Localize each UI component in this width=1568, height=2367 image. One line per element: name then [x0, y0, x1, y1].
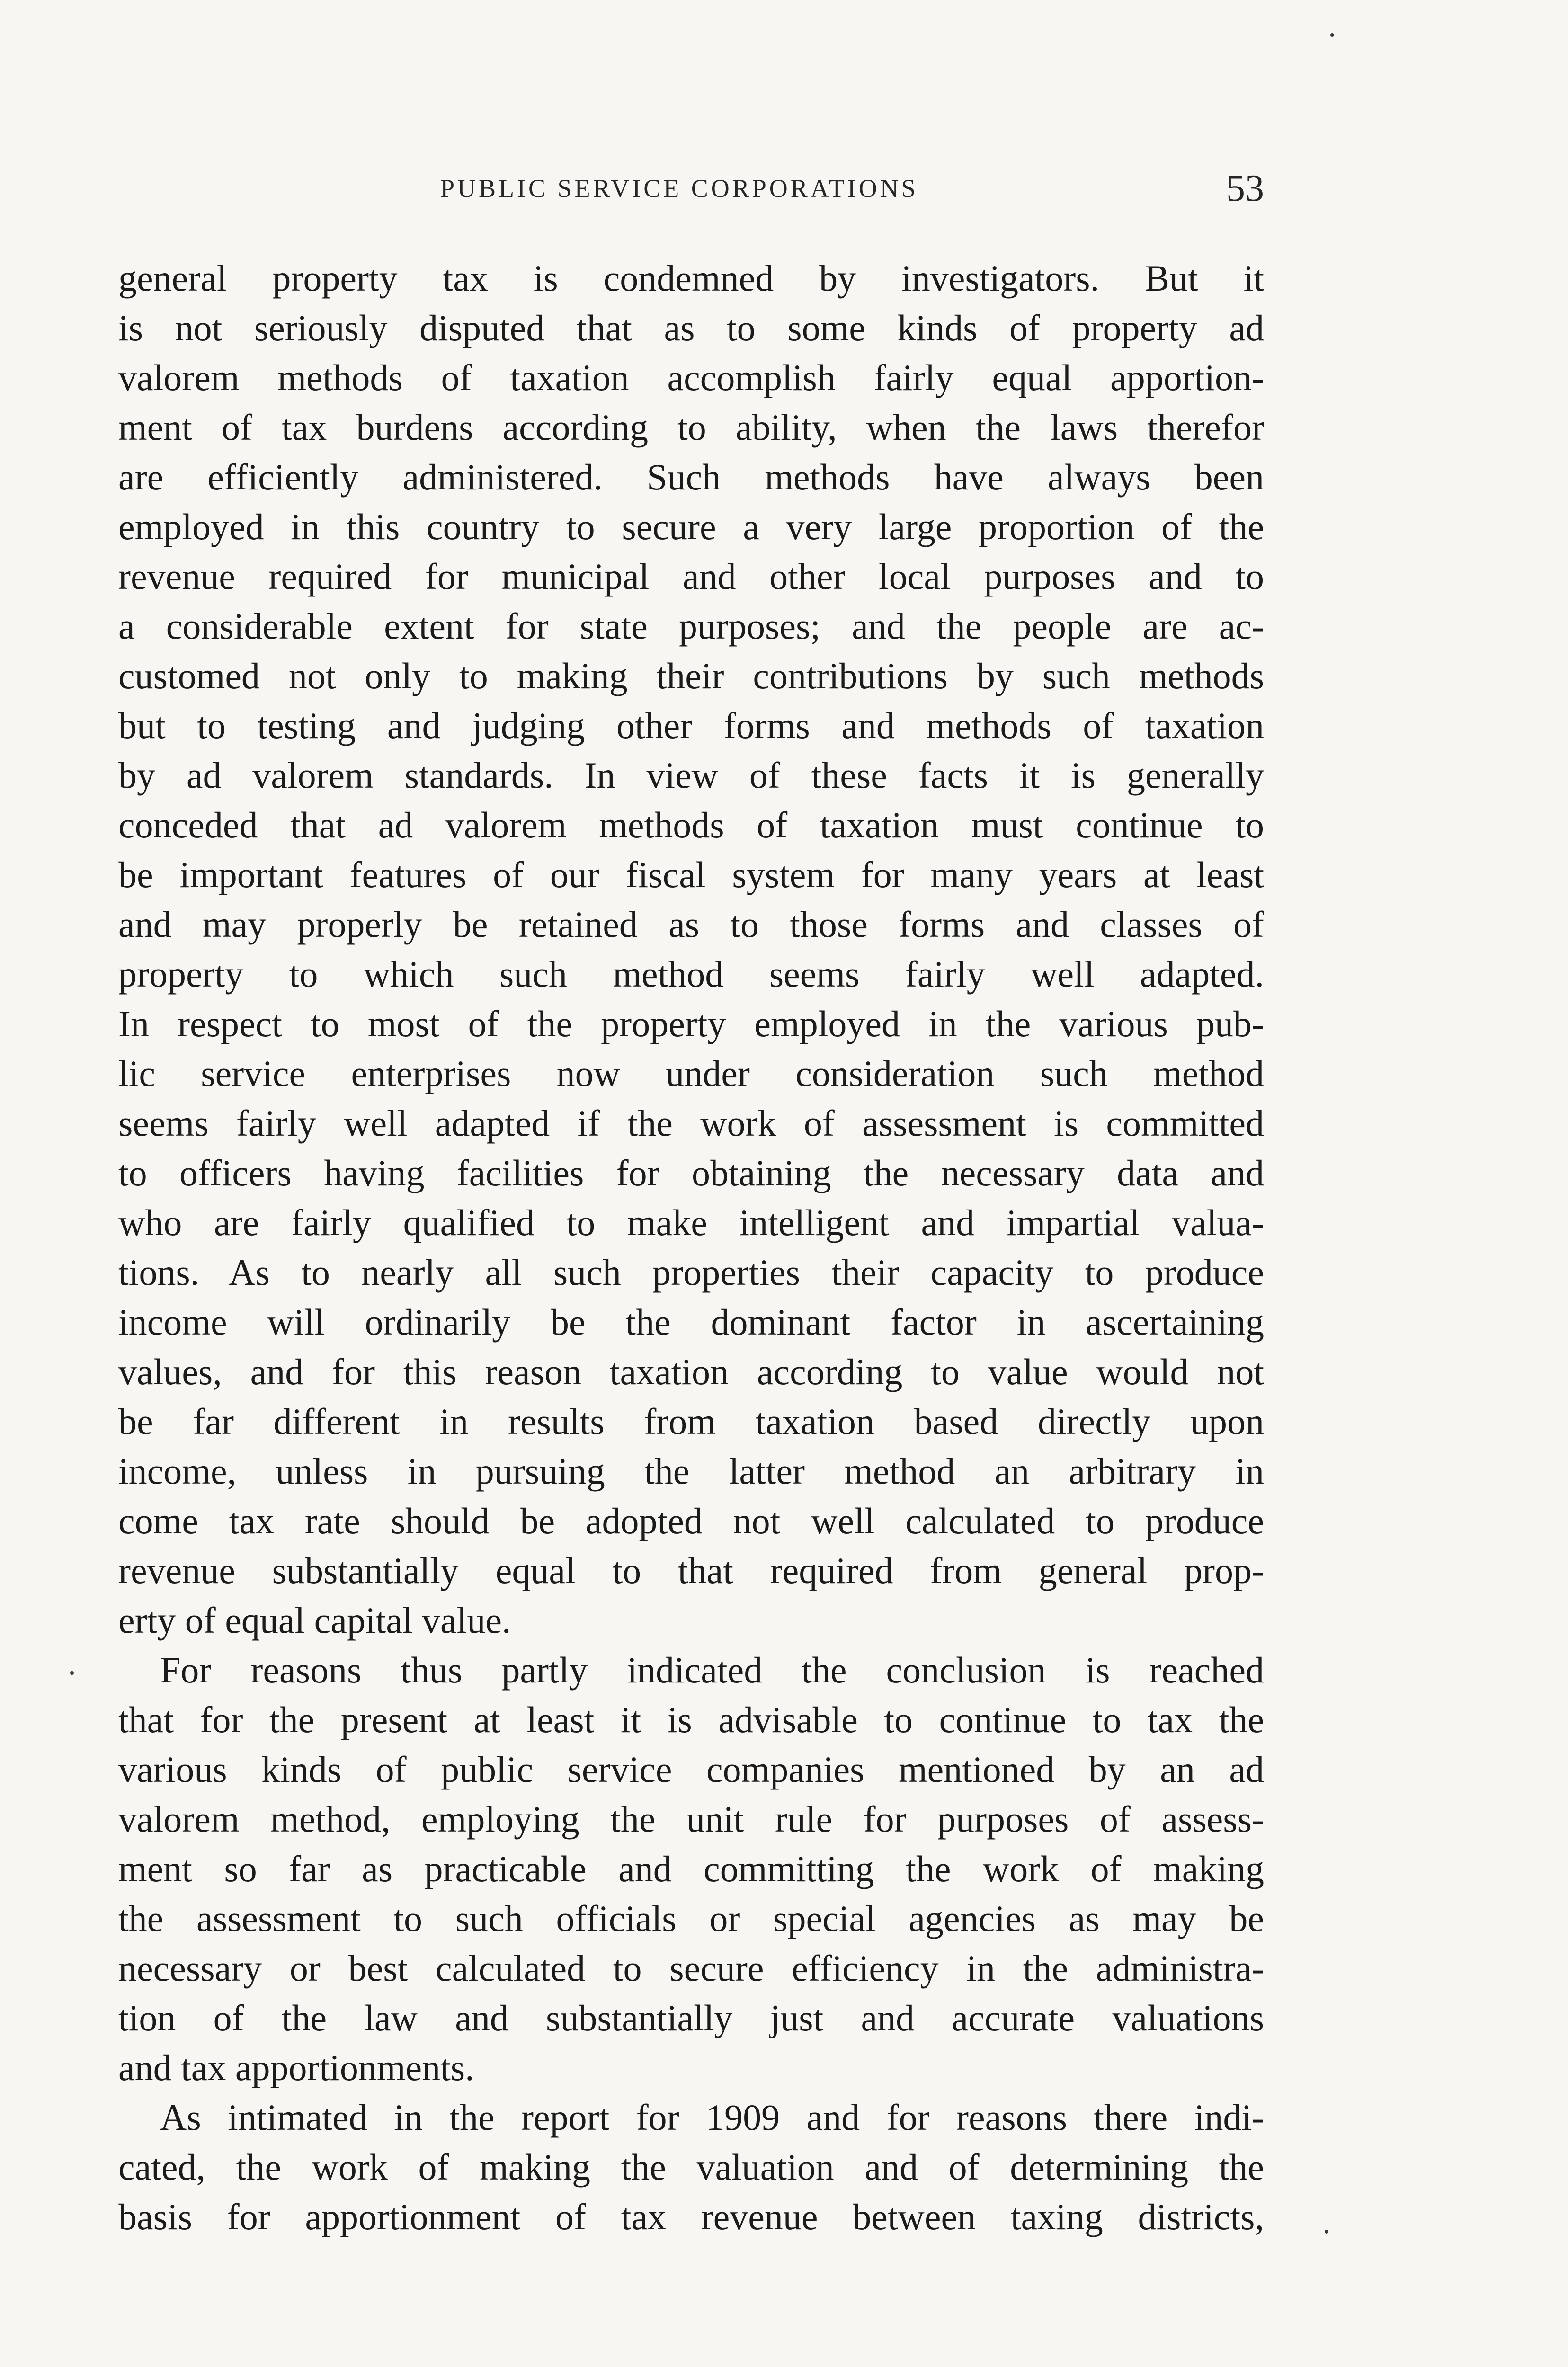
text-line: As intimated in the report for 1909 and for reasons there indi-	[160, 2097, 1264, 2138]
text-line: conceded that ad valorem methods of taxation must continue to	[118, 804, 1264, 845]
text-line: general property tax is condemned by investigators. But it	[118, 258, 1264, 299]
page-number: 53	[1226, 168, 1264, 209]
text-line: tion of the law and substantially just and accurate valuations	[118, 1997, 1264, 2038]
text-line: lic service enterprises now under consideration such method	[118, 1053, 1264, 1094]
text-line: but to testing and judging other forms and methods of taxation	[118, 705, 1264, 746]
text-line: come tax rate should be adopted not well calculated to produce	[118, 1500, 1264, 1541]
body-text	[118, 253, 1264, 2237]
text-line: a considerable extent for state purposes; and the people are ac-	[118, 605, 1264, 647]
text-line: values, and for this reason taxation according to value would not	[118, 1351, 1264, 1392]
text-line: employed in this country to secure a very large proportion of the	[118, 506, 1264, 547]
text-line: revenue substantially equal to that required from general prop-	[118, 1550, 1264, 1591]
text-line: various kinds of public service companies mentioned by an ad	[118, 1749, 1264, 1790]
text-line: cated, the work of making the valuation and of determining the	[118, 2146, 1264, 2188]
text-line: income, unless in pursuing the latter method an arbitrary in	[118, 1450, 1264, 1492]
text-line: property to which such method seems fairly well adapted.	[118, 953, 1264, 995]
text-line: be far different in results from taxation based directly upon	[118, 1401, 1264, 1442]
text-line: erty of equal capital value.	[118, 1600, 511, 1641]
text-line: necessary or best calculated to secure efficiency in the administra-	[118, 1948, 1264, 1989]
text-line: tions. As to nearly all such properties their capacity to produce	[118, 1252, 1264, 1293]
running-title: PUBLIC SERVICE CORPORATIONS	[440, 174, 918, 203]
paragraph-2	[118, 1645, 1264, 2092]
text-line: is not seriously disputed that as to some kinds of property ad	[118, 307, 1264, 348]
text-line: are efficiently administered. Such methods have always been	[118, 456, 1264, 498]
text-line: For reasons thus partly indicated the conclusion is reached	[160, 1649, 1264, 1691]
text-line: customed not only to making their contributions by such methods	[118, 655, 1264, 696]
text-line: be important features of our fiscal system for many years at least	[118, 854, 1264, 895]
text-line: revenue required for municipal and other local purposes and to	[118, 556, 1264, 597]
running-head	[118, 160, 1264, 217]
text-line: income will ordinarily be the dominant factor in ascertaining	[118, 1301, 1264, 1343]
text-line: by ad valorem standards. In view of these facts it is generally	[118, 755, 1264, 796]
text-line: ment so far as practicable and committing the work of making	[118, 1848, 1264, 1889]
paper-speck	[1325, 2230, 1328, 2234]
text-line: who are fairly qualified to make intelligent and impartial valua-	[118, 1202, 1264, 1243]
text-line: basis for apportionment of tax revenue between taxing districts,	[118, 2196, 1264, 2237]
text-line: seems fairly well adapted if the work of assessment is committed	[118, 1103, 1264, 1144]
text-line: valorem methods of taxation accomplish fairly equal apportion-	[118, 357, 1264, 398]
text-line: the assessment to such officials or special agencies as may be	[118, 1898, 1264, 1939]
text-line: In respect to most of the property employed in the various pub-	[118, 1003, 1264, 1044]
paragraph-3	[118, 2092, 1264, 2242]
paper-speck	[70, 1671, 74, 1675]
text-line: and may properly be retained as to those forms and classes of	[118, 904, 1264, 945]
text-line: that for the present at least it is advisable to continue to tax the	[118, 1699, 1264, 1740]
text-line: to officers having facilities for obtaining the necessary data and	[118, 1152, 1264, 1193]
text-line: ment of tax burdens according to ability, when the laws therefor	[118, 407, 1264, 448]
text-line: valorem method, employing the unit rule for purposes of assess-	[118, 1798, 1264, 1840]
paper-speck	[1330, 33, 1334, 37]
paragraph-1	[118, 253, 1264, 1645]
text-line: and tax apportionments.	[118, 2047, 474, 2088]
